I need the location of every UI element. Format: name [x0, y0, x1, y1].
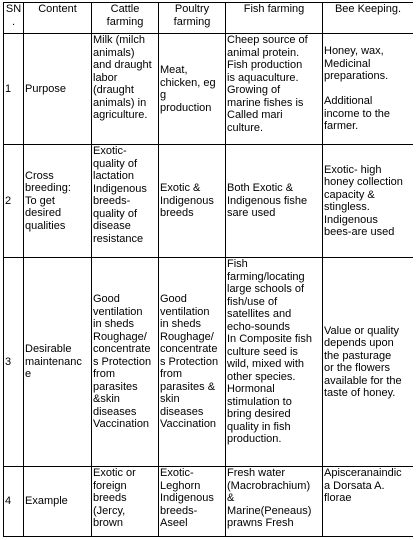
cell-text-line: disease — [93, 220, 131, 232]
header-bee: Bee Keeping. — [323, 3, 414, 34]
cell-text-line: diseases — [93, 405, 137, 418]
farming-comparison-table — [3, 2, 413, 537]
cell-text-line: animals) in — [93, 96, 147, 109]
cell-text-line: from — [93, 368, 115, 381]
cell-text-line: Fresh water — [227, 467, 286, 479]
cell-text-line: Indigenous — [160, 492, 214, 504]
cell-text-line: skin — [160, 393, 180, 406]
cell-text-line: quality of — [93, 157, 138, 170]
cell-text-line: Vaccination — [160, 418, 217, 431]
cell-text-line: & — [227, 492, 235, 504]
cell-text-line: (Jercy, — [93, 504, 126, 517]
cell-text-line: wild, mixed with — [227, 358, 305, 370]
bee-cell — [323, 145, 414, 258]
cell-text-line: Exotic & — [160, 182, 201, 195]
cell-text-line: Value or quality — [324, 324, 400, 337]
cell-text-line: Indigenous — [324, 213, 378, 226]
cell-text-line: stingless. — [324, 201, 370, 213]
cell-text-line: Apisceranaindic — [324, 467, 402, 479]
cell-text-line: large schools of — [227, 283, 305, 295]
cell-text-line: florae — [324, 492, 352, 504]
fish-cell — [226, 145, 323, 258]
cattle-cell — [92, 34, 159, 145]
cell-text-line — [324, 83, 412, 96]
cell-text-line: Indigenous — [93, 182, 147, 195]
cell-text-line: Meat, — [160, 64, 188, 76]
poultry-cell — [159, 258, 226, 467]
cell-text-line: prawns Fresh — [227, 517, 294, 529]
header-content: Content — [24, 3, 92, 34]
cell-text-line: Indigenous fishe — [227, 194, 308, 207]
cell-text-line: Growing of — [227, 84, 281, 96]
cell-text-line: available for the — [324, 374, 402, 387]
cell-text-line: ventilation — [93, 305, 143, 318]
cell-text-line: To get — [25, 194, 55, 207]
cell-text-line: preparations. — [324, 70, 389, 83]
cell-text-line: Roughage/ — [93, 330, 147, 343]
header-fish: Fish farming — [226, 3, 323, 34]
cell-text-line: Vaccination — [93, 418, 150, 431]
row-sn: 2 — [4, 145, 24, 258]
cell-text-line: in sheds — [93, 318, 134, 331]
cell-text-line: fish/use of — [227, 295, 278, 308]
cell-text-line: labor — [93, 71, 118, 84]
cell-text-line: income to the — [324, 107, 391, 120]
cell-text-line: bees-are used — [324, 226, 395, 238]
cell-text-line: breeds- — [93, 195, 131, 207]
cell-text-line: chicken, eg — [160, 76, 216, 89]
row-sn: 4 — [4, 467, 24, 537]
row-sn: 3 — [4, 258, 24, 467]
cell-text-line: stimulation to — [227, 395, 292, 408]
cell-text-line: foreign — [93, 479, 127, 492]
cell-text-line: &skin — [93, 393, 120, 406]
cell-text-line: Good — [160, 293, 187, 306]
poultry-cell — [159, 34, 226, 145]
row-content: Purpose — [24, 34, 92, 145]
cell-text-line: resistance — [93, 232, 144, 245]
cell-text-line: quality of — [93, 207, 138, 220]
bee-cell — [323, 34, 414, 145]
header-cattle: Cattle farming — [92, 3, 159, 34]
cell-text-line: or the flowers — [324, 362, 391, 374]
cell-text-line: taste of honey. — [324, 387, 396, 399]
cell-text-line: capacity & — [324, 188, 375, 201]
cell-text-line: ventilation — [160, 305, 210, 318]
cattle-cell — [92, 467, 159, 537]
cell-text-line: Additional — [324, 95, 373, 108]
row-content — [24, 258, 92, 467]
cell-text-line: In Composite fish — [227, 333, 312, 345]
cell-text-line: Roughage/ — [160, 330, 214, 343]
cell-text-line: echo-sounds — [227, 320, 290, 333]
cell-text-line: sare used — [227, 207, 276, 220]
fish-cell — [226, 467, 323, 537]
fish-cell — [226, 34, 323, 145]
cell-text-line: Marine(Peneaus) — [227, 504, 312, 517]
poultry-cell — [159, 467, 226, 537]
cell-text-line: Good — [93, 293, 120, 306]
cell-text-line: (Macrobrachium) — [227, 479, 311, 492]
cell-text-line: other species. — [227, 370, 296, 383]
cattle-cell — [92, 145, 159, 258]
cell-text-line: satellites and — [227, 308, 292, 320]
cell-text-line: Indigenous — [160, 194, 214, 207]
cell-text-line: farming/locating — [227, 270, 305, 283]
cell-text-line: Milk (milch — [93, 34, 145, 46]
cell-text-line: depends upon — [324, 337, 394, 349]
cell-text-line: diseases — [160, 405, 204, 418]
cell-text-line: Fish — [227, 258, 248, 270]
cell-text-line: breeding: — [25, 182, 71, 195]
table-row — [4, 258, 414, 467]
cell-text-line: concentrate — [160, 343, 218, 356]
row-content: Example — [24, 467, 92, 537]
cell-text-line: Exotic or — [93, 467, 136, 479]
document-page — [3, 2, 413, 538]
cell-text-line: Called mari — [227, 109, 283, 121]
table-row — [4, 145, 414, 258]
table-row — [4, 467, 414, 537]
cell-text-line: farmer. — [324, 120, 359, 133]
cell-text-line: breeds- — [160, 504, 198, 517]
cell-text-line: in sheds — [160, 318, 201, 331]
cell-text-line: maintenanc — [25, 355, 82, 368]
cell-text-line: production. — [227, 433, 282, 445]
cell-text-line: Desirable — [25, 343, 72, 356]
cell-text-line: Honey, wax, — [324, 45, 384, 58]
cell-text-line: lactation — [93, 170, 134, 182]
cell-text-line: breeds — [160, 207, 194, 220]
cell-text-line: agriculture. — [93, 109, 148, 121]
cell-text-line: Leghorn — [160, 479, 201, 492]
cell-text-line: animals) — [93, 46, 135, 59]
header-poultry: Poultry farming — [159, 3, 226, 34]
cell-text-line: quality in fish — [227, 420, 291, 433]
cattle-cell — [92, 258, 159, 467]
cell-text-line: breeds — [93, 492, 127, 504]
cell-text-line: desired — [25, 207, 62, 220]
cell-text-line: Medicinal — [324, 57, 371, 70]
cell-text-line: (draught — [93, 84, 134, 96]
bee-cell — [323, 467, 414, 537]
cell-text-line: the pasturage — [324, 349, 392, 362]
cell-text-line: s Protection — [93, 355, 152, 368]
cell-text-line: a Dorsata A. — [324, 479, 385, 492]
cell-text-line: Aseel — [160, 517, 188, 529]
cell-text-line: s Protection — [160, 355, 219, 368]
cell-text-line: Hormonal — [227, 383, 275, 395]
cell-text-line: from — [160, 368, 182, 381]
cell-text-line: culture seed is — [227, 345, 298, 358]
cell-text-line: Exotic- high — [324, 163, 382, 176]
cell-text-line: Exotic- — [93, 145, 127, 157]
header-sn: SN . — [4, 3, 24, 34]
cell-text-line: parasites & — [160, 380, 216, 393]
cell-text-line: production — [160, 101, 212, 114]
cell-text-line: Cheep source of — [227, 34, 308, 46]
cell-text-line: honey collection — [324, 176, 403, 188]
cell-text-line: brown — [93, 517, 123, 529]
cell-text-line: Fish production — [227, 59, 303, 71]
cell-text-line: Both Exotic & — [227, 182, 294, 195]
table-row — [4, 34, 414, 145]
cell-text-line: qualities — [25, 219, 66, 232]
cell-text-line: parasites — [93, 380, 138, 393]
cell-text-line: culture. — [227, 121, 264, 134]
cell-text-line: Exotic- — [160, 467, 194, 479]
cell-text-line: Cross — [25, 169, 54, 182]
cell-text-line: marine fishes is — [227, 96, 304, 109]
bee-cell — [323, 258, 414, 467]
header-row — [4, 3, 414, 34]
row-content — [24, 145, 92, 258]
cell-text-line: and draught — [93, 59, 152, 71]
cell-text-line: e — [25, 368, 32, 381]
cell-text-line: concentrate — [93, 343, 151, 356]
cell-text-line: bring desired — [227, 408, 291, 420]
poultry-cell — [159, 145, 226, 258]
cell-text-line: is aquaculture. — [227, 71, 299, 84]
fish-cell — [226, 258, 323, 467]
cell-text-line: animal protein. — [227, 46, 300, 59]
row-sn: 1 — [4, 34, 24, 145]
cell-text-line: g — [160, 89, 167, 101]
